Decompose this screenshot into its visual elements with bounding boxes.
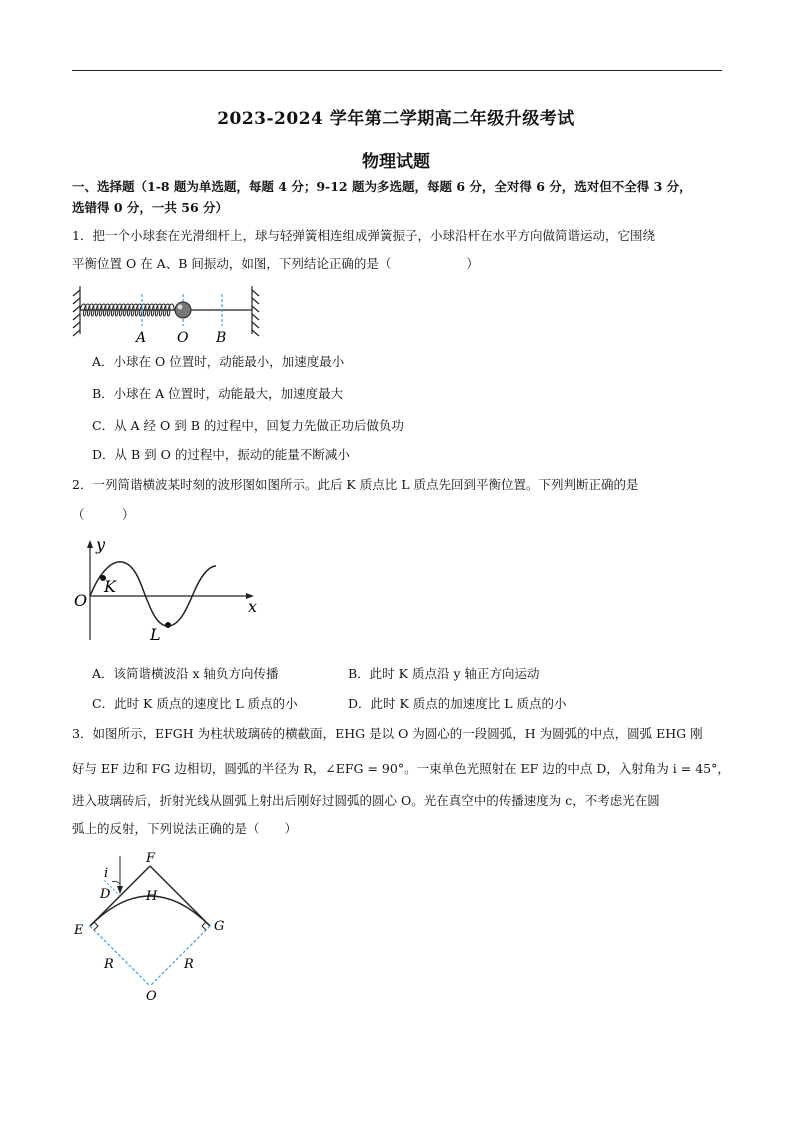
label-o: O: [177, 330, 189, 346]
radius-go: [150, 926, 210, 986]
q3-stem-line1: 3．如图所示，EFGH 为柱状玻璃砖的横截面，EHG 是以 O 为圆心的一段圆弧，H 为圆弧的中点，圆弧 EHG 刚: [72, 726, 703, 741]
right-wall: [252, 286, 259, 336]
label-g: G: [214, 919, 225, 934]
q2-wave-figure: [70, 536, 270, 646]
y-axis-arrow: [87, 540, 93, 548]
ball-highlight: [178, 305, 183, 310]
label-o: O: [74, 591, 88, 610]
q3-glass-brick-figure: [68, 846, 238, 1006]
q2-option-a: A．该简谐横波沿 x 轴负方向传播: [92, 666, 279, 681]
exam-title: 2023-2024 学年第二学期高二年级升级考试: [217, 109, 575, 129]
q2-option-d: D．此时 K 质点的加速度比 L 质点的小: [348, 696, 567, 711]
left-wall: [73, 286, 80, 336]
label-x: x: [248, 597, 258, 616]
label-e: E: [74, 923, 84, 938]
q1-spring-oscillator-figure: [70, 284, 270, 348]
label-k: K: [104, 577, 116, 596]
q1-option-d: D．从 B 到 O 的过程中，振动的能量不断减小: [92, 447, 350, 462]
q2-option-b: B．此时 K 质点沿 y 轴正方向运动: [348, 666, 540, 681]
label-d: D: [100, 887, 111, 902]
header-rule: [72, 70, 722, 71]
incident-ray-arrow: [117, 886, 123, 894]
q2-stem-line1: 2．一列简谐横波某时刻的波形图如图所示。此后 K 质点比 L 质点先回到平衡位置。下列判断正确的是: [72, 477, 639, 492]
subject-title: 物理试题: [362, 152, 430, 172]
section-heading-line2: 选错得 0 分，一共 56 分）: [72, 200, 229, 215]
q1-option-c: C．从 A 经 O 到 B 的过程中，回复力先做正功后做负功: [92, 418, 404, 433]
label-f: F: [146, 851, 156, 866]
ball: [175, 302, 191, 318]
radius-eo: [90, 926, 150, 986]
right-angle-g: [202, 922, 206, 930]
q1-option-a: A．小球在 O 位置时，动能最小，加速度最小: [92, 354, 345, 369]
q1-option-b: B．小球在 A 位置时，动能最大，加速度最大: [92, 386, 344, 401]
q2-stem-line2: （ ）: [72, 507, 135, 522]
right-angle-e: [94, 922, 98, 930]
q3-stem-line3: 进入玻璃砖后，折射光线从圆弧上射出后刚好过圆弧的圆心 O。光在真空中的传播速度为 c，不考虑光在圆: [72, 793, 660, 808]
q3-stem-line2: 好与 EF 边和 FG 边相切，圆弧的半径为 R，∠EFG = 90°。一束单色光照射在 EF 边的中点 D，入射角为 i = 45°，: [72, 761, 730, 776]
angle-i-arc: [112, 881, 120, 884]
point-l: [165, 622, 171, 628]
label-o: O: [146, 989, 157, 1004]
label-i: i: [104, 866, 109, 881]
label-b: B: [216, 330, 227, 346]
q2-option-c: C．此时 K 质点的速度比 L 质点的小: [92, 696, 298, 711]
label-h: H: [146, 889, 158, 904]
label-a: A: [136, 330, 147, 346]
label-l: L: [150, 625, 161, 644]
label-r-right: R: [184, 957, 194, 972]
q1-stem-line2: 平衡位置 O 在 A、B 间振动，如图，下列结论正确的是（ ）: [72, 256, 479, 271]
label-y: y: [96, 536, 106, 554]
section-heading-line1: 一、选择题（1-8 题为单选题，每题 4 分；9-12 题为多选题，每题 6 分，全对得 6 分，选对但不全得 3 分，: [72, 179, 692, 194]
q1-stem-line1: 1．把一个小球套在光滑细杆上，球与轻弹簧相连组成弹簧振子，小球沿杆在水平方向做简谐运动，它围绕: [72, 228, 655, 243]
label-r-left: R: [104, 957, 114, 972]
q3-stem-line4: 弧上的反射，下列说法正确的是（ ）: [72, 821, 298, 836]
